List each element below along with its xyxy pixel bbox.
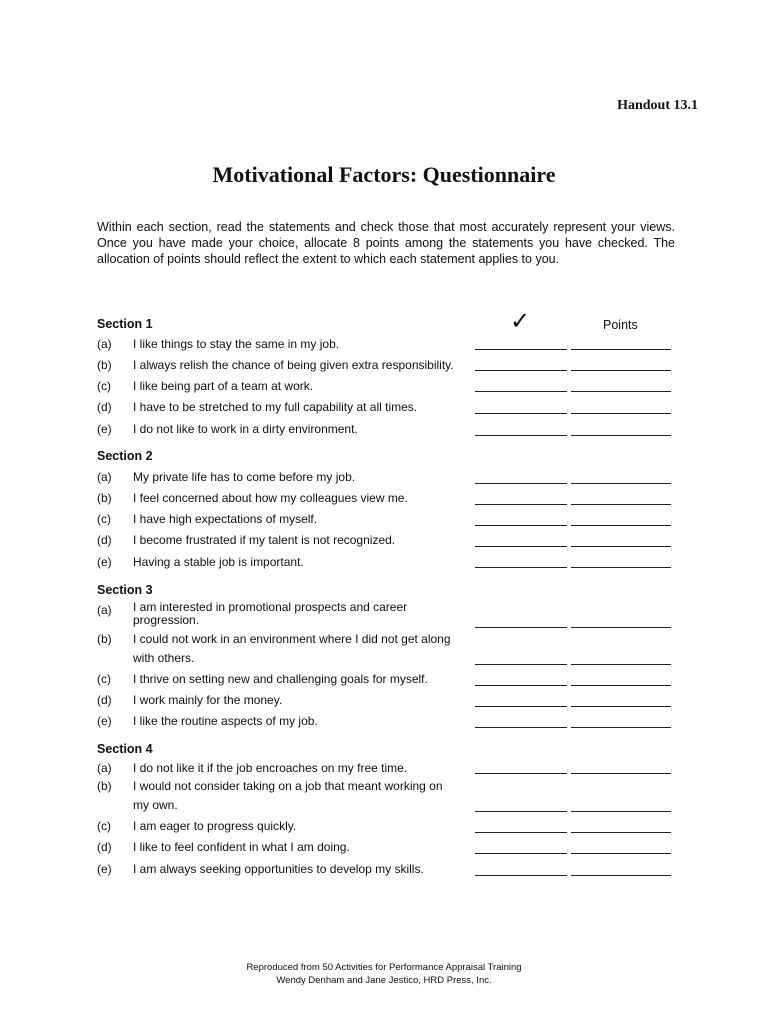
footer-credit: [0, 961, 768, 987]
points-line[interactable]: [571, 546, 671, 547]
item-statement: I like the routine aspects of my job.: [133, 714, 318, 728]
page-title: Motivational Factors: Questionnaire: [212, 162, 556, 187]
points-line[interactable]: [571, 391, 671, 392]
item-statement: I do not like to work in a dirty environment.: [133, 422, 358, 436]
check-line[interactable]: [475, 435, 567, 436]
check-line[interactable]: [475, 875, 567, 876]
points-line[interactable]: [571, 664, 671, 665]
item-statement: I thrive on setting new and challenging goals for myself.: [133, 672, 428, 686]
points-line[interactable]: [571, 525, 671, 526]
item-statement: Having a stable job is important.: [133, 555, 304, 569]
item-statement: I am always seeking opportunities to develop my skills.: [133, 862, 424, 876]
item-letter: (d): [97, 400, 112, 414]
item-statement: I am interested in promotional prospects and career progression.: [133, 600, 408, 627]
points-line[interactable]: [571, 349, 671, 350]
item-statement: I have high expectations of myself.: [133, 512, 318, 526]
item-letter: (c): [97, 819, 111, 833]
check-line[interactable]: [475, 567, 567, 568]
points-line[interactable]: [571, 435, 671, 436]
item-letter: (a): [97, 761, 112, 775]
item-letter: (a): [97, 337, 112, 351]
check-line[interactable]: [475, 773, 567, 774]
points-line[interactable]: [571, 811, 671, 812]
item-letter: (d): [97, 840, 112, 854]
points-line[interactable]: [571, 853, 671, 854]
check-line[interactable]: [475, 685, 567, 686]
check-line[interactable]: [475, 811, 567, 812]
check-line[interactable]: [475, 832, 567, 833]
item-statement: I become frustrated if my talent is not recognized.: [133, 533, 396, 547]
check-line[interactable]: [475, 546, 567, 547]
points-line[interactable]: [571, 685, 671, 686]
check-line[interactable]: [475, 853, 567, 854]
points-line[interactable]: [571, 875, 671, 876]
item-statement: I always relish the chance of being given extra responsibility.: [133, 358, 454, 372]
check-line[interactable]: [475, 504, 567, 505]
points-line[interactable]: [571, 370, 671, 371]
points-line[interactable]: [571, 483, 671, 484]
section-title: Section 3: [97, 583, 153, 597]
item-statement: I like being part of a team at work.: [133, 379, 314, 393]
check-line[interactable]: [475, 706, 567, 707]
check-line[interactable]: [475, 391, 567, 392]
item-letter: (a): [97, 470, 112, 484]
item-letter: (c): [97, 512, 111, 526]
points-line[interactable]: [571, 706, 671, 707]
item-letter: (d): [97, 693, 112, 707]
section-title: Section 2: [97, 449, 153, 463]
handout-label: Handout 13.1: [617, 98, 698, 113]
item-statement: My private life has to come before my job.: [133, 470, 356, 484]
item-letter: (a): [97, 603, 112, 617]
item-letter: (e): [97, 555, 112, 569]
item-letter: (b): [97, 358, 112, 372]
item-statement: I could not work in an environment where I did not get along with others.: [133, 632, 451, 665]
item-letter: (e): [97, 862, 112, 876]
points-line[interactable]: [571, 832, 671, 833]
section-title: Section 1: [97, 317, 153, 331]
item-statement: I have to be stretched to my full capability at all times.: [133, 400, 418, 414]
points-line[interactable]: [571, 727, 671, 728]
check-column-header: ✓: [510, 308, 531, 335]
item-statement: I work mainly for the money.: [133, 693, 283, 707]
item-statement: I do not like it if the job encroaches on my free time.: [133, 761, 408, 775]
points-column-header: Points: [603, 318, 638, 332]
item-letter: (c): [97, 379, 111, 393]
check-line[interactable]: [475, 727, 567, 728]
check-line[interactable]: [475, 525, 567, 526]
item-statement: I feel concerned about how my colleagues view me.: [133, 491, 408, 505]
points-line[interactable]: [571, 504, 671, 505]
check-line[interactable]: [475, 627, 567, 628]
instructions-paragraph: Within each section, read the statements and check those that most accurately represent your views. Once you have made your choice, allocate 8 points among the statements you have checked. The allocation of points should reflect the extent to which each statement applies to you.: [97, 220, 675, 266]
footer-line-2: Wendy Denham and Jane Jestico, HRD Press, Inc.: [276, 975, 492, 986]
check-line[interactable]: [475, 483, 567, 484]
footer-line-1: Reproduced from 50 Activities for Performance Appraisal Training: [246, 962, 522, 973]
section-title: Section 4: [97, 742, 153, 756]
item-statement: I like to feel confident in what I am doing.: [133, 840, 350, 854]
item-statement: I am eager to progress quickly.: [133, 819, 297, 833]
item-letter: (b): [97, 491, 112, 505]
item-letter: (c): [97, 672, 111, 686]
item-letter: (b): [97, 632, 112, 646]
points-line[interactable]: [571, 773, 671, 774]
points-line[interactable]: [571, 567, 671, 568]
item-statement: I would not consider taking on a job that meant working on my own.: [133, 779, 443, 812]
item-letter: (d): [97, 533, 112, 547]
item-letter: (e): [97, 714, 112, 728]
item-letter: (b): [97, 779, 112, 793]
points-line[interactable]: [571, 627, 671, 628]
item-letter: (e): [97, 422, 112, 436]
check-line[interactable]: [475, 370, 567, 371]
check-line[interactable]: [475, 413, 567, 414]
check-line[interactable]: [475, 664, 567, 665]
item-statement: I like things to stay the same in my job.: [133, 337, 340, 351]
points-line[interactable]: [571, 413, 671, 414]
check-line[interactable]: [475, 349, 567, 350]
